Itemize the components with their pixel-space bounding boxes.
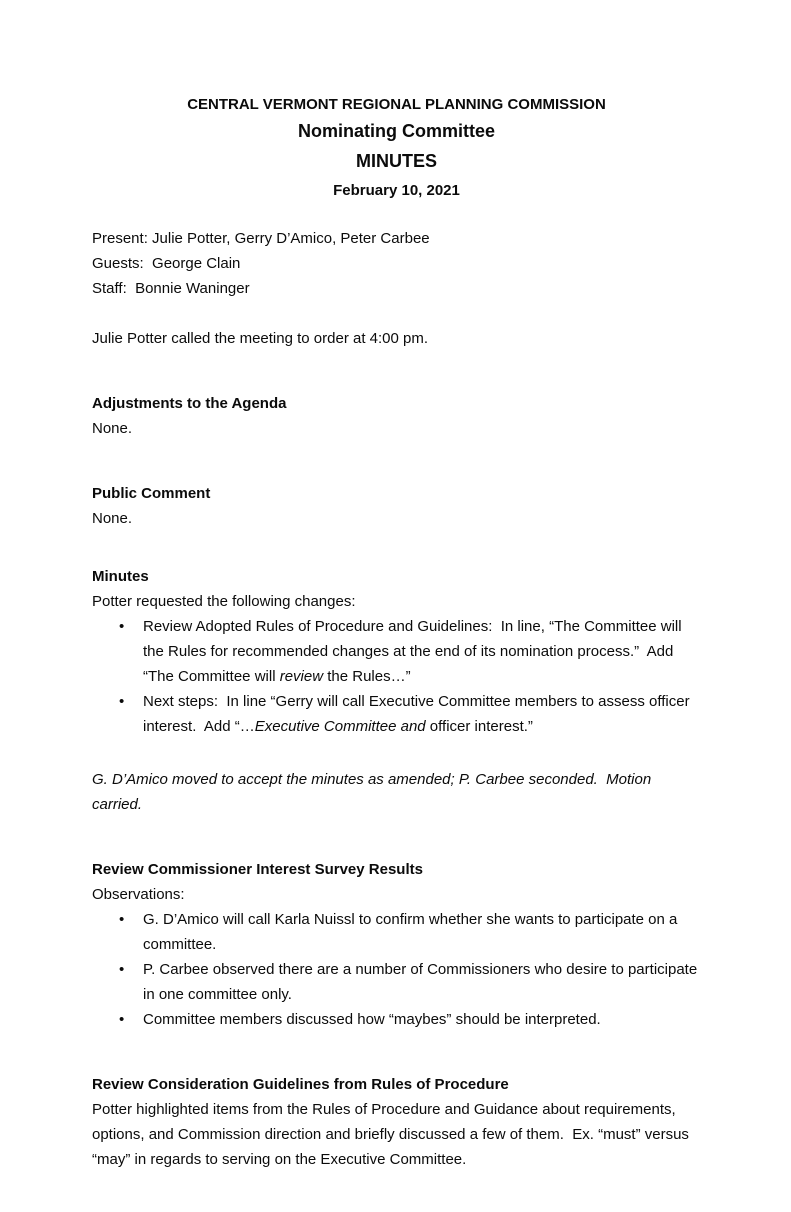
public-comment-heading: Public Comment	[92, 485, 211, 502]
text-run-post: officer interest.”	[425, 718, 533, 735]
text-run-pre: Next steps: In line “Gerry will call Executive Committee members to assess officer interest. Add “…	[143, 693, 694, 735]
staff-line: Staff: Bonnie Waninger	[92, 280, 250, 297]
adjustments-body: None.	[92, 420, 133, 437]
public-comment-body: None.	[92, 510, 133, 527]
organization-name: CENTRAL VERMONT REGIONAL PLANNING COMMISSION	[187, 96, 606, 113]
survey-observation-item: • P. Carbee observed there are a number of Commissioners who desire to participate in one committee only.	[92, 957, 701, 1007]
guidelines-body: Potter highlighted items from the Rules of Procedure and Guidance about requirements, options, and Commission direction and briefly discussed a few of them. Ex. “must” versus “may” in regards to serving on the Executive Committee.	[92, 1101, 694, 1168]
document-header	[92, 96, 701, 199]
section-guidelines	[92, 1072, 701, 1172]
meeting-date: February 10, 2021	[333, 182, 460, 199]
guests-line: Guests: George Clain	[92, 255, 241, 272]
minutes-intro: Potter requested the following changes:	[92, 593, 356, 610]
minutes-heading: Minutes	[92, 568, 149, 585]
minutes-change-item	[92, 614, 701, 689]
survey-observation-item: • G. D’Amico will call Karla Nuissl to confirm whether she wants to participate on a committee.	[92, 907, 701, 957]
present-line: Present: Julie Potter, Gerry D’Amico, Peter Carbee	[92, 230, 430, 247]
section-adjustments	[92, 391, 701, 441]
text-run-pre: Review Adopted Rules of Procedure and Guidelines: In line, “The Committee will the Rules for recommended changes at the end of its nomination process.” Add “The Committee will	[143, 618, 686, 685]
section-minutes	[92, 564, 701, 817]
committee-name: Nominating Committee	[297, 121, 495, 141]
survey-results-heading: Review Commissioner Interest Survey Results	[92, 861, 423, 878]
survey-observation-item: • Committee members discussed how “maybes” should be interpreted.	[92, 1007, 701, 1032]
minutes-change-list	[92, 614, 701, 739]
section-public-comment	[92, 481, 701, 531]
text-run-italic: review	[279, 668, 324, 685]
guidelines-heading: Review Consideration Guidelines from Rules of Procedure	[92, 1076, 509, 1093]
text-run-post: the Rules…”	[323, 668, 411, 685]
minutes-change-item	[92, 689, 701, 739]
document-type: MINUTES	[356, 151, 437, 171]
survey-observation-list	[92, 907, 701, 1032]
section-survey-results	[92, 857, 701, 1032]
adjustments-heading: Adjustments to the Agenda	[92, 395, 287, 412]
attendance-block	[92, 226, 701, 301]
call-to-order-line: Julie Potter called the meeting to order at 4:00 pm.	[92, 330, 429, 347]
text-run-italic: Executive Committee and	[254, 718, 426, 735]
motion-carried-line: G. D’Amico moved to accept the minutes as amended; P. Carbee seconded. Motion carried.	[92, 771, 656, 813]
survey-observations-intro: Observations:	[92, 886, 185, 903]
